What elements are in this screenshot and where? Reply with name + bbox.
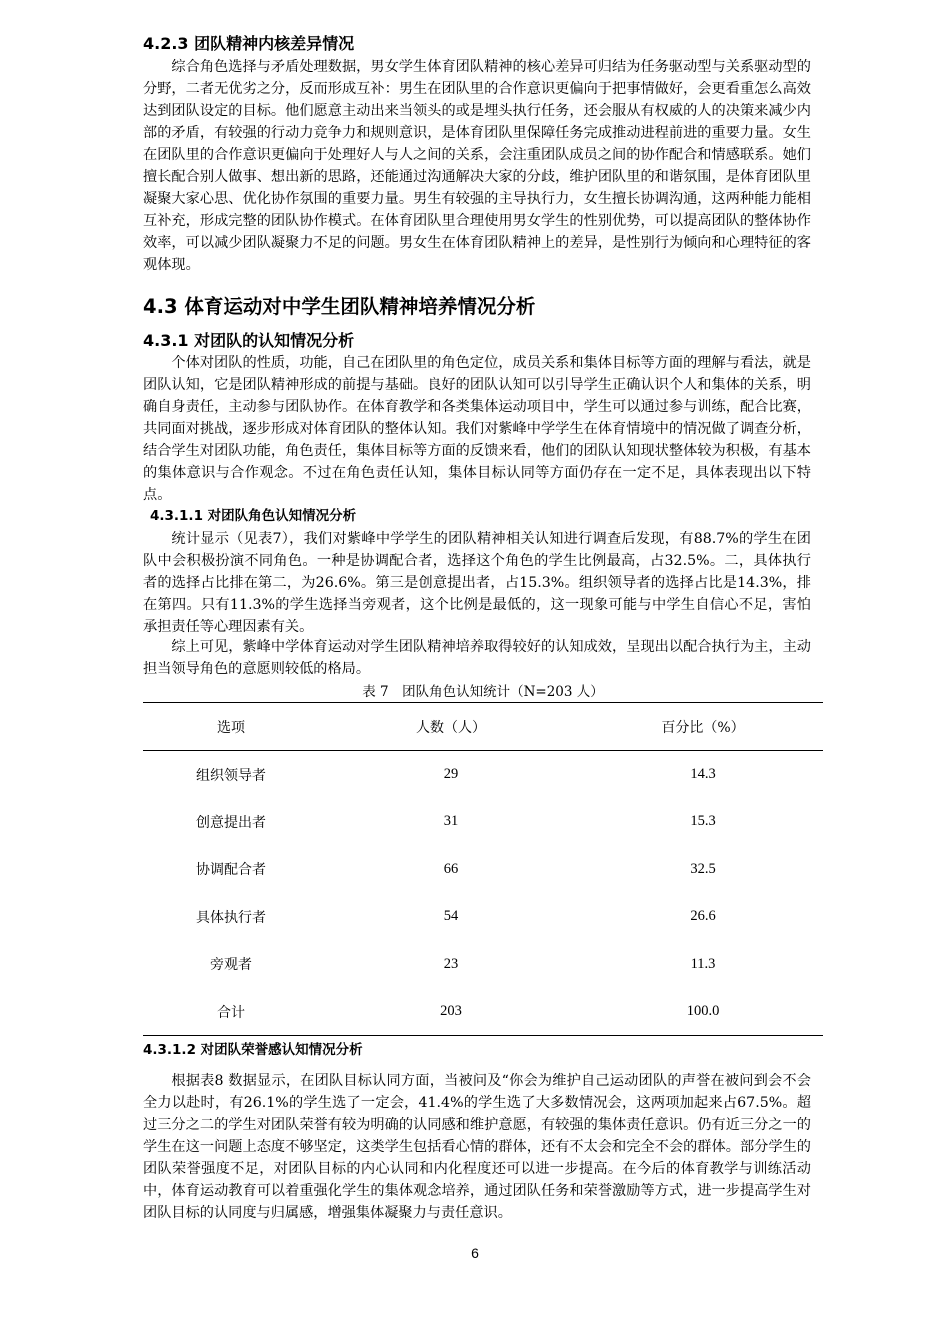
cell-option: 协调配合者 [196,862,266,879]
cell-percent: 11.3 [690,955,716,972]
section-heading-4-3-1: 4.3.1 对团队的认知情况分析 [143,331,355,350]
cell-count: 66 [443,860,459,877]
cell-percent: 15.3 [690,813,716,830]
cell-count: 54 [443,908,459,925]
cell-option: 组织领导者 [196,767,266,784]
cell-count: 203 [319,988,583,1036]
section-heading-4-3: 4.3 体育运动对中学生团队精神培养情况分析 [143,295,536,318]
table-header-row [143,703,823,751]
cell-percent: 26.6 [690,908,716,925]
table-row [143,893,823,941]
column-header-percent: 百分比（%） [583,703,823,751]
cell-count: 23 [443,955,459,972]
table-row [143,846,823,894]
paragraph-team-spirit-difference: 综合角色选择与矛盾处理数据，男女学生体育团队精神的核心差异可归结为任务驱动型与关系驱动型的分野，二者无优劣之分，反而形成互补：男生在团队里的合作意识更偏向于把事情做好，会更看重怎么高效达到团队设定的目标。他们愿意主动出来当领头的或是埋头执行任务，还会服从有权威的人的决策来减少内部的矛盾，有较强的行动力竞争力和规则意识，是体育团队里保障任务完成推动进程前进的重要力量。女生在团队里的合作意识更偏向于处理好人与人之间的关系，会注重团队成员之间的协作配合和情感联系。她们擅长配合别人做事、想出新的思路，还能通过沟通解决大家的分歧，维护团队里的和谐氛围，是体育团队里凝聚大家心思、优化协作氛围的重要力量。男生有较强的主导执行力，女生擅长协调沟通，这两种能力能相互补充，形成完整的团队协作模式。在体育团队里合理使用男女学生的性别优势，可以提高团队的整体协作效率，可以减少团队凝聚力不足的问题。男女生在体育团队精神上的差异，是性别行为倾向和心理特征的客观体现。 [143,59,811,273]
cell-option: 合计 [143,988,319,1036]
section-heading-4-2-3: 4.2.3 团队精神内核差异情况 [143,34,355,53]
table-row [143,751,823,799]
table-total-row [143,988,823,1036]
cell-option: 旁观者 [210,957,252,974]
page-number: 6 [471,1245,479,1261]
cell-percent: 14.3 [690,766,716,782]
column-header-count: 人数（人） [319,703,583,751]
cell-percent: 32.5 [690,860,716,877]
cell-option: 具体执行者 [196,909,266,926]
paragraph-honor-cognition: 根据表8 数据显示，在团队目标认同方面，当被问及“你会为维护自己运动团队的声誉在被问到会不会全力以赴时，有26.1%的学生选了一定会，41.4%的学生选了大多数情况会，这两项加起来占67.5%。超过三分之二的学生对团队荣誉有较为明确的认同感和维护意愿，有较强的集体责任意识。仍有近三分之一的学生在这一问题上态度不够坚定，这类学生包括看心情的群体，还有不太会和完全不会的群体。部分学生的团队荣誉强度不足，对团队目标的内心认同和内化程度还可以进一步提高。在今后的体育教学与训练活动中，体育运动教育可以着重强化学生的集体观念培养，通过团队任务和荣誉激励等方式，进一步提高学生对团队目标的认同度与归属感，增强集体凝聚力与责任意识。 [143,1073,811,1221]
table-caption: 表 7 团队角色认知统计（N=203 人） [362,684,604,700]
section-heading-4-3-1-2: 4.3.1.2 对团队荣誉感认知情况分析 [143,1042,363,1058]
column-header-option: 选项 [143,703,319,751]
paragraph-team-cognition: 个体对团队的性质，功能，自己在团队里的角色定位，成员关系和集体目标等方面的理解与看法，就是团队认知，它是团队精神形成的前提与基础。良好的团队认知可以引导学生正确认识个人和集体的关系，明确自身责任，主动参与团队协作。在体育教学和各类集体运动项目中，学生可以通过参与训练，配合比赛，共同面对挑战，逐步形成对体育团队的整体认知。我们对紫峰中学学生在体育情境中的情况做了调查分析，结合学生对团队功能，角色责任，集体目标等方面的反馈来看，他们的团队认知现状整体较为积极，有基本的集体意识与合作观念。不过在角色责任认知，集体目标认同等方面仍存在一定不足，具体表现出以下特点。 [143,355,811,503]
cell-count: 31 [443,813,459,830]
cell-percent: 100.0 [583,988,823,1036]
table-row [143,798,823,846]
paragraph-role-cognition: 统计显示（见表7），我们对紫峰中学学生的团队精神相关认知进行调查后发现，有88.7%的学生在团队中会积极扮演不同角色。一种是协调配合者，选择这个角色的学生比例最高，占32.5%。二，具体执行者的选择占比排在第二，为26.6%。第三是创意提出者，占15.3%。组织领导者的选择占比是14.3%，排在第四。只有11.3%的学生选择当旁观者，这个比例是最低的，这一现象可能与中学生自信心不足，害怕承担责任等心理因素有关。 [143,531,811,635]
paragraph-role-summary: 综上可见，紫峰中学体育运动对学生团队精神培养取得较好的认知成效，呈现出以配合执行为主，主动担当领导角色的意愿则较低的格局。 [143,639,811,677]
table-row [143,941,823,989]
section-heading-4-3-1-1: 4.3.1.1 对团队角色认知情况分析 [150,508,357,524]
role-cognition-table [143,702,823,1036]
cell-count: 29 [443,766,459,782]
cell-option: 创意提出者 [196,814,266,831]
